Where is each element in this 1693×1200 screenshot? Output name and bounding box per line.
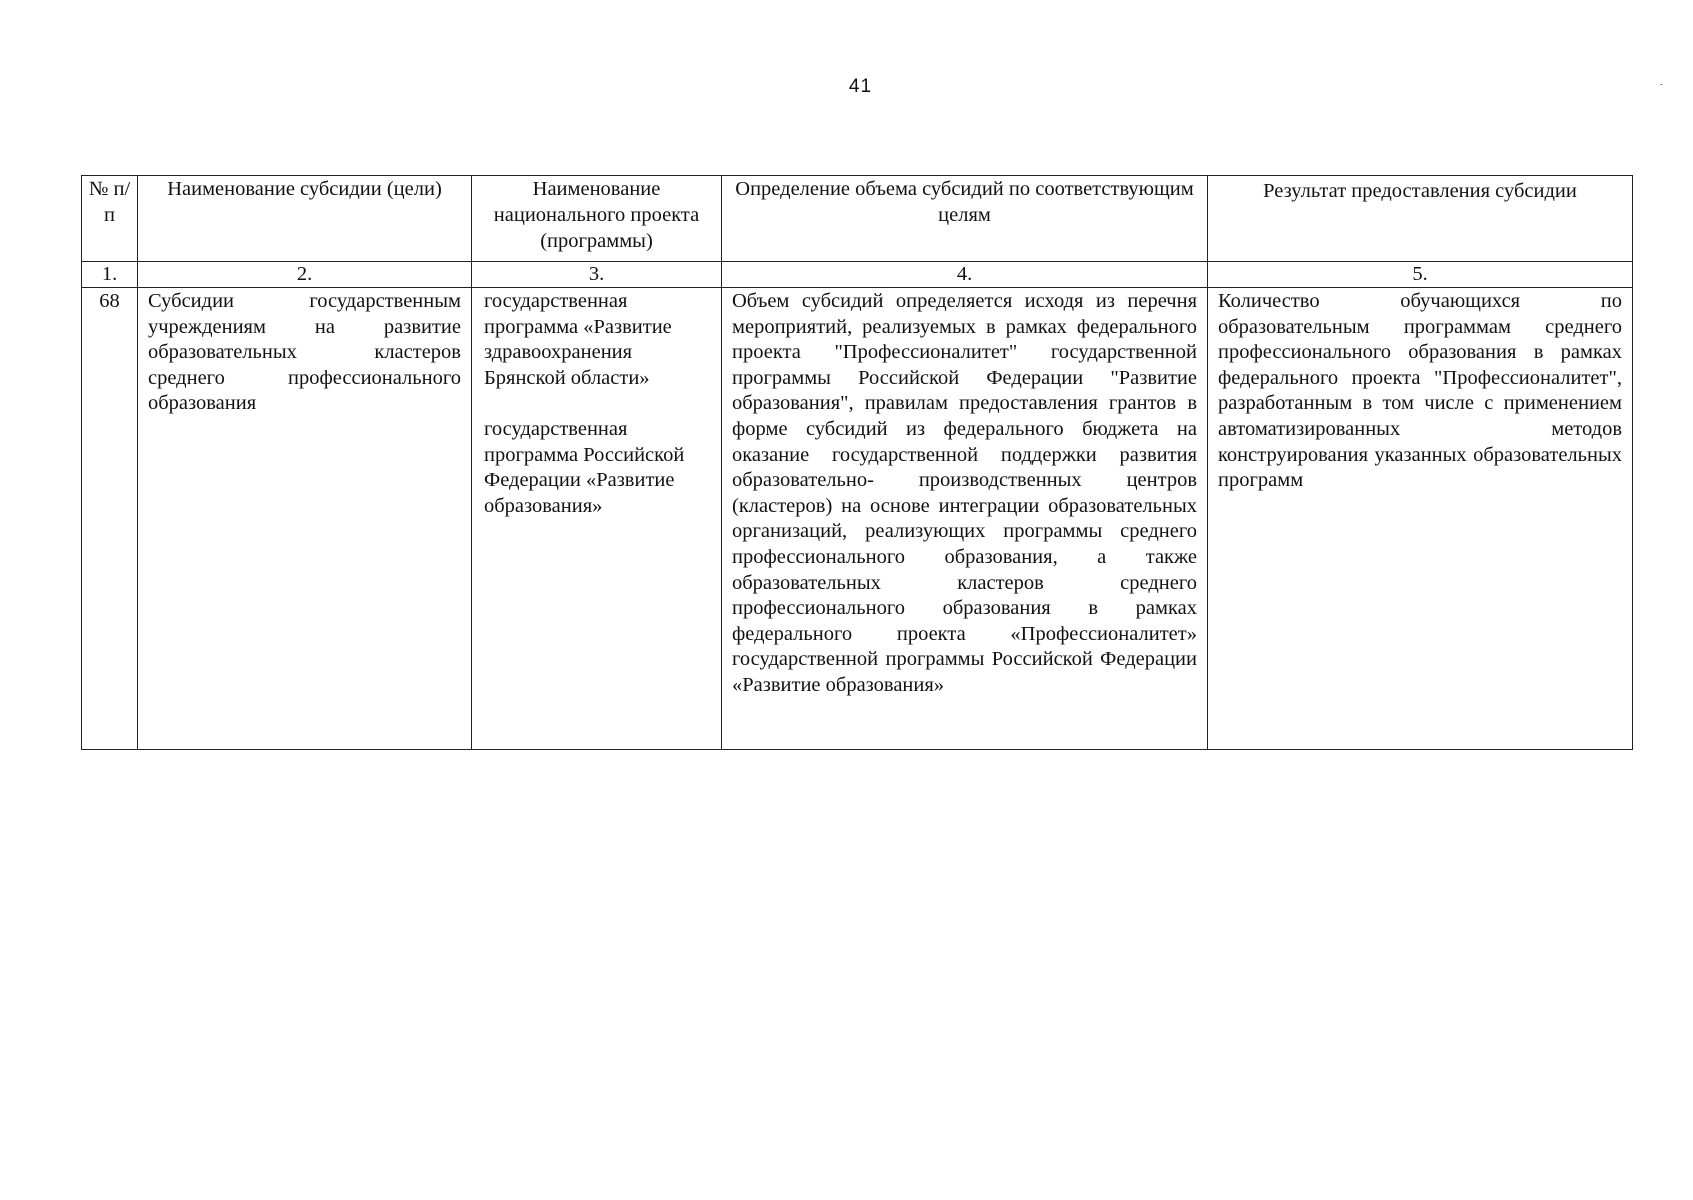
column-number: 4.	[722, 262, 1208, 288]
header-national-project: Наименование национального проекта (программы)	[472, 176, 722, 262]
page-number: 41	[848, 76, 873, 97]
volume-definition-cell: Объем субсидий определяется исходя из перечня мероприятий, реализуемых в рамках федерального проекта "Профессионалитет" государственной программы Российской Федерации "Развитие образования", правилам предоставления грантов в форме субсидий из федерального бюджета на оказание государственной поддержки развития образовательно- производственных центров (кластеров) на основе интеграции образовательных организаций, реализующих программы среднего профессионального образования, а также образовательных кластеров среднего профессионального образования в рамках федерального проекта «Профессионалитет» государственной программы Российской Федерации «Развитие образования»	[722, 288, 1208, 750]
result-cell: Количество обучающихся по образовательным программам среднего профессионального образования в рамках федерального проекта "Профессионалитет", разработанным в том числе с применением автоматизированных методов конструирования указанных образовательных программ	[1208, 288, 1633, 750]
row-number: 68	[82, 288, 138, 750]
subsidy-name-cell: Субсидии государственным учреждениям на развитие образовательных кластеров среднего профессионального образования	[138, 288, 472, 750]
column-number-row	[82, 262, 1633, 288]
paragraph-gap	[484, 391, 711, 417]
column-number: 5.	[1208, 262, 1633, 288]
table-row	[82, 288, 1633, 750]
national-project-text: государственная программа «Развитие здравоохранения Брянской области»	[484, 290, 672, 389]
header-result: Результат предоставления субсидии	[1208, 176, 1633, 262]
column-number: 2.	[138, 262, 472, 288]
national-project-cell	[472, 288, 722, 750]
subsidy-table	[81, 175, 1633, 750]
scan-mark	[1660, 84, 1663, 85]
column-number: 1.	[82, 262, 138, 288]
header-volume-definition: Определение объема субсидий по соответствующим целям	[722, 176, 1208, 262]
header-number: № п/п	[82, 176, 138, 262]
header-subsidy-name: Наименование субсидии (цели)	[138, 176, 472, 262]
column-number: 3.	[472, 262, 722, 288]
national-project-text: государственная программа Российской Федерации «Развитие образования»	[484, 417, 685, 517]
table-header-row	[82, 176, 1633, 262]
